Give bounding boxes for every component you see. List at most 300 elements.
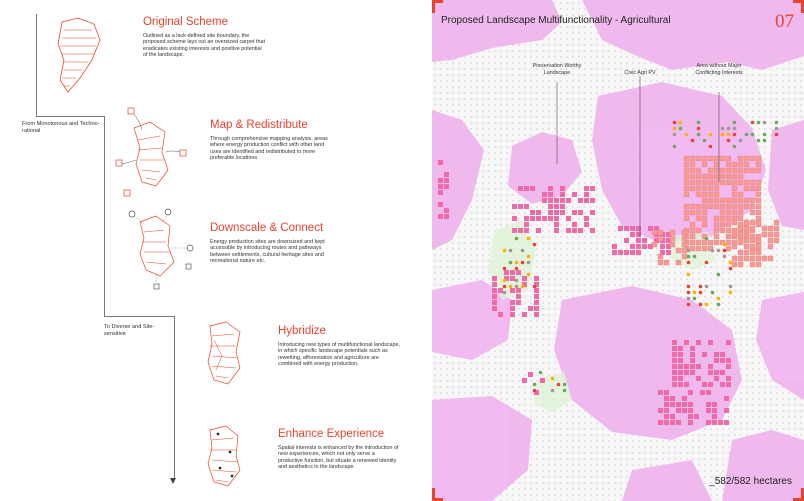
pv-dot	[539, 371, 543, 375]
pv-dot	[711, 291, 715, 295]
pv-cell-salmon	[738, 174, 743, 179]
pv-cell-pink	[664, 414, 669, 419]
pv-dot	[733, 145, 737, 149]
pv-cell-salmon	[738, 168, 743, 173]
pv-cell-salmon	[720, 204, 725, 209]
pv-cell-pink	[670, 402, 675, 407]
pv-cell-pink	[690, 352, 695, 357]
flow-line-3	[104, 116, 105, 316]
pv-cell-pink	[712, 414, 717, 419]
pv-cell-pink	[516, 270, 521, 275]
pv-dot	[679, 121, 683, 125]
pv-cell-pink	[578, 198, 583, 203]
pv-cell-salmon	[702, 222, 707, 227]
pv-dot	[775, 133, 779, 137]
pv-cell-salmon	[768, 232, 773, 237]
pv-dot	[775, 127, 779, 131]
pv-dot	[527, 273, 531, 277]
pv-cell-pink	[714, 376, 719, 381]
pv-cell-salmon	[726, 180, 731, 185]
pv-cell-salmon	[756, 256, 761, 261]
pv-cell-salmon	[714, 156, 719, 161]
pv-dot	[503, 267, 507, 271]
pv-cell-pink	[590, 210, 595, 215]
pv-cell-salmon	[750, 238, 755, 243]
pv-cell-pink	[510, 288, 515, 293]
pv-cell-pink	[718, 420, 723, 425]
pv-cell-pink	[726, 358, 731, 363]
pv-cell-salmon	[756, 250, 761, 255]
pv-cell-pink	[516, 300, 521, 305]
pv-cell-salmon	[696, 156, 701, 161]
pv-dot	[757, 121, 761, 125]
pv-dot	[703, 139, 707, 143]
pv-cell-salmon	[714, 216, 719, 221]
pv-cell-salmon	[708, 156, 713, 161]
pv-dot	[503, 249, 507, 253]
pv-cell-pink	[522, 312, 527, 317]
pv-cell-pink	[702, 352, 707, 357]
pv-cell-salmon	[702, 156, 707, 161]
pv-cell-pink	[678, 346, 683, 351]
pv-cell-salmon	[708, 240, 713, 245]
pv-cell-salmon	[690, 204, 695, 209]
pv-cell-salmon	[684, 180, 689, 185]
pv-cell-pink	[438, 178, 443, 183]
pv-cell-salmon	[726, 168, 731, 173]
pv-cell-salmon	[702, 216, 707, 221]
pv-cell-pink	[584, 186, 589, 191]
pv-cell-pink	[664, 402, 669, 407]
pv-cell-salmon	[750, 262, 755, 267]
pv-dot	[711, 249, 715, 253]
pv-cell-pink	[572, 222, 577, 227]
pv-dot	[723, 255, 727, 259]
pv-dot	[727, 127, 731, 131]
pv-cell-pink	[492, 282, 497, 287]
pv-cell-salmon	[756, 238, 761, 243]
pv-cell-pink	[618, 226, 623, 231]
pv-cell-pink	[672, 364, 677, 369]
pv-dot	[751, 121, 755, 125]
pv-cell-salmon	[690, 186, 695, 191]
pv-cell-salmon	[684, 174, 689, 179]
pv-dot	[729, 291, 733, 295]
pv-cell-pink	[518, 186, 523, 191]
pv-cell-salmon	[738, 262, 743, 267]
pv-cell-salmon	[696, 174, 701, 179]
pv-dot	[763, 133, 767, 137]
pv-cell-pink	[518, 204, 523, 209]
pv-cell-salmon	[756, 198, 761, 203]
pv-cell-salmon	[676, 248, 681, 253]
pv-dot	[697, 121, 701, 125]
pv-dot	[705, 285, 709, 289]
pv-cell-salmon	[702, 198, 707, 203]
pv-cell-salmon	[756, 204, 761, 209]
pv-cell-pink	[522, 276, 527, 281]
pv-dot	[693, 297, 697, 301]
pv-dot	[757, 139, 761, 143]
pv-cell-salmon	[682, 236, 687, 241]
pv-dot	[533, 383, 537, 387]
pv-cell-pink	[672, 352, 677, 357]
pv-cell-pink	[516, 294, 521, 299]
pv-cell-salmon	[658, 260, 663, 265]
pv-dot	[687, 291, 691, 295]
pv-dot	[527, 237, 531, 241]
pv-cell-pink	[678, 364, 683, 369]
pv-cell-pink	[682, 408, 687, 413]
pv-cell-salmon	[750, 244, 755, 249]
pv-cell-salmon	[738, 226, 743, 231]
pv-dot	[705, 303, 709, 307]
pv-dot	[503, 279, 507, 283]
pv-cell-pink	[712, 402, 717, 407]
pv-dot	[533, 243, 537, 247]
pv-dot	[733, 121, 737, 125]
pv-cell-salmon	[690, 228, 695, 233]
pv-cell-salmon	[744, 238, 749, 243]
step-2-title: Map & Redistribute	[210, 119, 308, 131]
pv-cell-salmon	[682, 254, 687, 259]
pv-cell-pink	[536, 228, 541, 233]
pv-cell-pink	[554, 204, 559, 209]
pv-cell-salmon	[738, 156, 743, 161]
pv-cell-pink	[572, 228, 577, 233]
pv-cell-salmon	[726, 156, 731, 161]
pv-cell-pink	[504, 270, 509, 275]
pv-cell-salmon	[738, 238, 743, 243]
pv-cell-pink	[590, 228, 595, 233]
pv-cell-pink	[524, 204, 529, 209]
pv-cell-salmon	[702, 204, 707, 209]
pv-cell-pink	[688, 420, 693, 425]
step-5-description: Spatial interests is enhanced by the introduction of new experiences, which not only serve a productive function, but situate a renewed identity and aesthetics in the landscape.	[278, 445, 399, 471]
pv-dot	[723, 243, 727, 247]
pv-cell-salmon	[744, 204, 749, 209]
pv-dot	[717, 273, 721, 277]
pv-cell-pink	[684, 364, 689, 369]
pv-cell-salmon	[714, 168, 719, 173]
map-redistribute-sketch	[116, 108, 186, 196]
pv-cell-pink	[548, 204, 553, 209]
pv-cell-pink	[678, 358, 683, 363]
pv-cell-salmon	[684, 204, 689, 209]
pv-cell-salmon	[750, 204, 755, 209]
pv-cell-salmon	[768, 256, 773, 261]
pv-dot	[721, 133, 725, 137]
pv-cell-pink	[696, 376, 701, 381]
pv-cell-salmon	[652, 230, 657, 235]
pv-cell-salmon	[762, 256, 767, 261]
pv-cell-salmon	[726, 174, 731, 179]
pv-dot	[723, 249, 727, 253]
pv-dot	[673, 133, 677, 137]
pv-cell-pink	[684, 382, 689, 387]
pv-cell-pink	[438, 190, 443, 195]
pv-cell-pink	[670, 420, 675, 425]
pv-cell-salmon	[738, 204, 743, 209]
pv-dot	[693, 255, 697, 259]
pv-cell-pink	[548, 210, 553, 215]
pv-dot	[729, 267, 733, 271]
pv-cell-pink	[560, 186, 565, 191]
pv-cell-salmon	[732, 244, 737, 249]
pv-dot	[717, 303, 721, 307]
pv-cell-salmon	[750, 186, 755, 191]
pv-cell-pink	[528, 372, 533, 377]
pv-cell-pink	[720, 352, 725, 357]
pv-cell-salmon	[762, 232, 767, 237]
pv-cell-pink	[672, 358, 677, 363]
pv-cell-pink	[684, 340, 689, 345]
pv-cell-salmon	[708, 168, 713, 173]
pv-cell-pink	[438, 184, 443, 189]
pv-cell-salmon	[720, 174, 725, 179]
pv-cell-pink	[444, 184, 449, 189]
pv-cell-salmon	[726, 204, 731, 209]
pv-cell-pink	[664, 396, 669, 401]
map-number: 07	[775, 11, 794, 32]
pv-cell-salmon	[732, 192, 737, 197]
pv-cell-salmon	[696, 210, 701, 215]
pv-cell-salmon	[756, 210, 761, 215]
pv-cell-salmon	[726, 222, 731, 227]
pv-cell-pink	[624, 238, 629, 243]
pv-cell-salmon	[726, 240, 731, 245]
pv-cell-salmon	[720, 228, 725, 233]
pv-cell-pink	[672, 340, 677, 345]
pv-cell-pink	[534, 294, 539, 299]
pv-dot	[685, 133, 689, 137]
frame-corner-br	[793, 488, 804, 501]
pv-cell-pink	[444, 178, 449, 183]
pv-cell-pink	[660, 244, 665, 249]
pv-cell-salmon	[732, 256, 737, 261]
pv-cell-salmon	[684, 216, 689, 221]
pv-cell-salmon	[684, 210, 689, 215]
pv-cell-salmon	[670, 242, 675, 247]
pv-cell-salmon	[744, 244, 749, 249]
pv-cell-salmon	[708, 180, 713, 185]
pv-dot	[729, 285, 733, 289]
pv-dot	[687, 303, 691, 307]
frame-corner-tr	[793, 0, 804, 13]
pv-cell-salmon	[684, 192, 689, 197]
pv-cell-pink	[528, 306, 533, 311]
pv-dot	[739, 139, 743, 143]
pv-cell-pink	[708, 382, 713, 387]
pv-cell-pink	[518, 228, 523, 233]
pv-cell-salmon	[720, 156, 725, 161]
pv-cell-pink	[578, 228, 583, 233]
pv-cell-salmon	[690, 234, 695, 239]
pv-cell-salmon	[738, 198, 743, 203]
pv-cell-pink	[714, 358, 719, 363]
pv-cell-salmon	[744, 220, 749, 225]
pv-cell-salmon	[684, 162, 689, 167]
pv-cell-salmon	[684, 156, 689, 161]
pv-dot	[705, 261, 709, 265]
pv-cell-pink	[554, 198, 559, 203]
pv-cell-pink	[672, 346, 677, 351]
pv-cell-salmon	[696, 228, 701, 233]
pv-cell-pink	[696, 364, 701, 369]
pv-cell-pink	[542, 192, 547, 197]
pv-cell-salmon	[774, 226, 779, 231]
pv-cell-pink	[714, 352, 719, 357]
pv-cell-pink	[720, 358, 725, 363]
pv-cell-pink	[560, 192, 565, 197]
pv-cell-pink	[642, 244, 647, 249]
pv-cell-pink	[636, 238, 641, 243]
pv-dot	[775, 121, 779, 125]
flow-arrowhead	[170, 478, 176, 484]
pv-cell-salmon	[726, 228, 731, 233]
pv-cell-pink	[560, 210, 565, 215]
pv-cell-pink	[444, 172, 449, 177]
flow-from-label: From Monotonous and Techno-rational	[22, 121, 100, 134]
pv-dot	[727, 139, 731, 143]
pv-cell-pink	[706, 408, 711, 413]
pv-cell-pink	[590, 186, 595, 191]
pv-dot	[521, 261, 525, 265]
pv-cell-pink	[510, 270, 515, 275]
pv-cell-salmon	[720, 210, 725, 215]
pv-cell-pink	[492, 276, 497, 281]
flow-line-2	[36, 116, 104, 117]
pv-cell-salmon	[744, 232, 749, 237]
pv-dot	[515, 279, 519, 283]
pv-cell-pink	[706, 420, 711, 425]
pv-cell-pink	[534, 276, 539, 281]
pv-cell-salmon	[696, 204, 701, 209]
pv-cell-pink	[524, 186, 529, 191]
pv-cell-salmon	[670, 236, 675, 241]
pv-dot	[509, 249, 513, 253]
pv-dot	[733, 133, 737, 137]
pv-cell-salmon	[690, 174, 695, 179]
pv-cell-pink	[682, 402, 687, 407]
pv-cell-pink	[708, 340, 713, 345]
pv-cell-pink	[530, 210, 535, 215]
pv-cell-pink	[548, 216, 553, 221]
pv-cell-salmon	[720, 180, 725, 185]
pv-cell-salmon	[768, 244, 773, 249]
pv-cell-salmon	[738, 180, 743, 185]
label-civic-agri-pv: Civic Agri PV	[624, 70, 656, 76]
pv-cell-salmon	[756, 244, 761, 249]
pv-cell-pink	[690, 370, 695, 375]
pv-cell-salmon	[690, 240, 695, 245]
pv-cell-pink	[724, 396, 729, 401]
pv-cell-pink	[688, 390, 693, 395]
pv-cell-salmon	[774, 220, 779, 225]
pv-cell-salmon	[726, 198, 731, 203]
pv-cell-salmon	[702, 186, 707, 191]
pv-cell-pink	[492, 294, 497, 299]
pv-cell-salmon	[750, 256, 755, 261]
pv-cell-pink	[684, 370, 689, 375]
pv-cell-salmon	[696, 186, 701, 191]
pv-cell-salmon	[714, 162, 719, 167]
pv-cell-pink	[534, 312, 539, 317]
pv-cell-pink	[696, 340, 701, 345]
pv-cell-salmon	[708, 186, 713, 191]
map-title: Proposed Landscape Multifunctionality - Agricultural	[441, 15, 671, 26]
pv-cell-salmon	[726, 216, 731, 221]
pv-cell-pink	[720, 370, 725, 375]
pv-cell-pink	[694, 414, 699, 419]
pv-cell-salmon	[756, 186, 761, 191]
pv-cell-salmon	[762, 226, 767, 231]
pv-cell-pink	[664, 390, 669, 395]
pv-cell-salmon	[768, 238, 773, 243]
pv-cell-salmon	[738, 192, 743, 197]
pv-cell-pink	[714, 370, 719, 375]
step-3-description: Energy production sites are downsized and kept accessible by introducing routes and pathways between settlements, cultural heritage sites and recreational nature etc.	[210, 239, 325, 265]
pv-cell-pink	[676, 420, 681, 425]
pv-cell-salmon	[664, 260, 669, 265]
pv-dot	[679, 127, 683, 131]
pv-dot	[563, 389, 567, 393]
pv-cell-pink	[678, 370, 683, 375]
pv-cell-pink	[690, 346, 695, 351]
pv-cell-salmon	[744, 168, 749, 173]
pv-cell-pink	[618, 250, 623, 255]
landscape-map	[432, 0, 804, 501]
pv-cell-pink	[444, 214, 449, 219]
pv-cell-salmon	[744, 186, 749, 191]
pv-cell-pink	[630, 244, 635, 249]
pv-cell-salmon	[690, 162, 695, 167]
pv-cell-salmon	[702, 210, 707, 215]
pv-cell-salmon	[708, 192, 713, 197]
downscale-connect-sketch	[129, 209, 193, 289]
pv-cell-pink	[510, 306, 515, 311]
pv-cell-salmon	[684, 168, 689, 173]
pv-cell-pink	[510, 312, 515, 317]
pv-cell-pink	[658, 408, 663, 413]
pv-cell-pink	[510, 300, 515, 305]
pv-cell-pink	[548, 186, 553, 191]
step-1-description: Outlined as a lack-defined site boundary, the proposed scheme lays out an oversized carpet that eradicates existing interests and positive potential of the landscape.	[143, 33, 265, 59]
pv-cell-pink	[666, 250, 671, 255]
pv-cell-pink	[726, 376, 731, 381]
pv-cell-salmon	[750, 168, 755, 173]
pv-cell-salmon	[738, 162, 743, 167]
pv-dot	[509, 285, 513, 289]
pv-cell-salmon	[690, 246, 695, 251]
pv-cell-pink	[612, 244, 617, 249]
pv-cell-salmon	[744, 250, 749, 255]
pv-dot	[687, 261, 691, 265]
pv-cell-pink	[678, 376, 683, 381]
pv-cell-pink	[498, 288, 503, 293]
pv-cell-pink	[678, 382, 683, 387]
pv-dot	[533, 285, 537, 289]
pv-cell-pink	[438, 214, 443, 219]
label-preservation-worthy: Preservation Worthy Landscape	[532, 63, 582, 76]
pv-cell-pink	[590, 198, 595, 203]
step-5-title: Enhance Experience	[278, 428, 385, 440]
original-scheme-sketch	[58, 18, 100, 92]
pv-dot	[503, 285, 507, 289]
pv-dot	[557, 383, 561, 387]
pv-cell-salmon	[714, 186, 719, 191]
pv-cell-salmon	[750, 156, 755, 161]
